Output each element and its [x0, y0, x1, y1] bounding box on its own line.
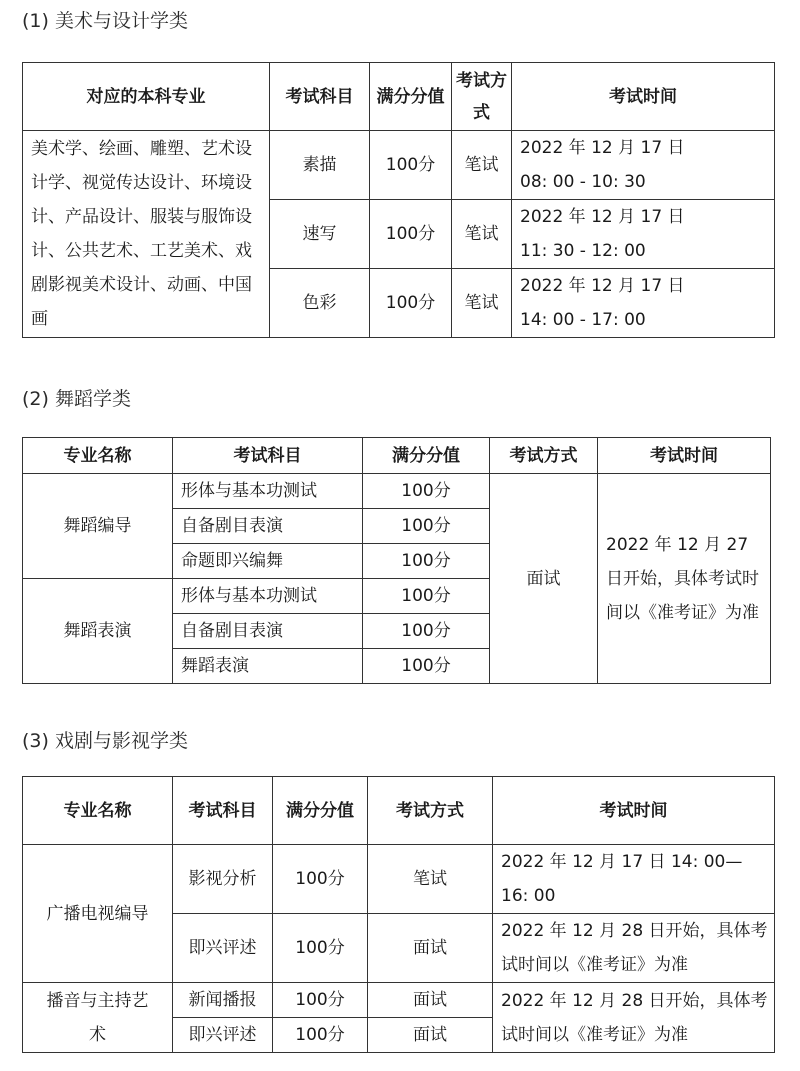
score-cell: 100分	[363, 544, 490, 579]
score-cell: 100分	[363, 649, 490, 684]
method-cell: 面试	[490, 474, 598, 684]
header-method: 考试方式	[368, 777, 493, 845]
subject-cell: 即兴评述	[173, 914, 273, 983]
time-cell: 2022 年 12 月 28 日开始，具体考试时间以《准考证》为准	[493, 983, 775, 1053]
time-cell: 2022 年 12 月 17 日 14: 00—16: 00	[493, 845, 775, 914]
section-3-heading: (3) 戏剧与影视学类	[22, 730, 188, 752]
header-score: 满分分值	[370, 63, 452, 131]
subject-cell: 命题即兴编舞	[173, 544, 363, 579]
subject-cell: 自备剧目表演	[173, 509, 363, 544]
majors-list: 美术学、绘画、雕塑、艺术设计学、视觉传达设计、环境设计、产品设计、服装与服饰设计、公共艺术、工艺美术、戏剧影视美术设计、动画、中国画	[23, 131, 270, 338]
method-cell: 笔试	[452, 269, 512, 338]
major-cell: 舞蹈编导	[23, 474, 173, 579]
subject-cell: 新闻播报	[173, 983, 273, 1018]
header-time: 考试时间	[512, 63, 775, 131]
method-cell: 面试	[368, 914, 493, 983]
header-major: 对应的本科专业	[23, 63, 270, 131]
time-cell: 2022 年 12 月 17 日 11: 30 - 12: 00	[512, 200, 775, 269]
header-subject: 考试科目	[173, 438, 363, 474]
score-cell: 100分	[363, 509, 490, 544]
subject-cell: 舞蹈表演	[173, 649, 363, 684]
header-subject: 考试科目	[173, 777, 273, 845]
score-cell: 100分	[363, 614, 490, 649]
drama-film-exam-table	[22, 776, 775, 1053]
subject-cell: 影视分析	[173, 845, 273, 914]
header-major: 专业名称	[23, 438, 173, 474]
score-cell: 100分	[273, 983, 368, 1018]
header-subject: 考试科目	[270, 63, 370, 131]
subject-cell: 即兴评述	[173, 1018, 273, 1053]
subject-cell: 形体与基本功测试	[173, 579, 363, 614]
art-design-exam-table	[22, 62, 775, 338]
header-score: 满分分值	[363, 438, 490, 474]
time-cell: 2022 年 12 月 28 日开始，具体考试时间以《准考证》为准	[493, 914, 775, 983]
method-cell: 面试	[368, 983, 493, 1018]
method-cell: 笔试	[368, 845, 493, 914]
subject-cell: 自备剧目表演	[173, 614, 363, 649]
header-major: 专业名称	[23, 777, 173, 845]
major-cell: 播音与主持艺术	[23, 983, 173, 1053]
subject-cell: 色彩	[270, 269, 370, 338]
major-cell: 舞蹈表演	[23, 579, 173, 684]
score-cell: 100分	[273, 914, 368, 983]
score-cell: 100分	[273, 845, 368, 914]
header-time: 考试时间	[598, 438, 771, 474]
score-cell: 100分	[363, 474, 490, 509]
header-time: 考试时间	[493, 777, 775, 845]
method-cell: 面试	[368, 1018, 493, 1053]
subject-cell: 速写	[270, 200, 370, 269]
score-cell: 100分	[370, 200, 452, 269]
header-method: 考试方式	[490, 438, 598, 474]
time-cell: 2022 年 12 月 17 日 14: 00 - 17: 00	[512, 269, 775, 338]
header-score: 满分分值	[273, 777, 368, 845]
score-cell: 100分	[370, 269, 452, 338]
subject-cell: 形体与基本功测试	[173, 474, 363, 509]
score-cell: 100分	[363, 579, 490, 614]
method-cell: 笔试	[452, 131, 512, 200]
section-2-heading: (2) 舞蹈学类	[22, 388, 131, 410]
dance-exam-table	[22, 437, 771, 684]
header-method: 考试方式	[452, 63, 512, 131]
time-cell: 2022 年 12 月 17 日 08: 00 - 10: 30	[512, 131, 775, 200]
method-cell: 笔试	[452, 200, 512, 269]
score-cell: 100分	[273, 1018, 368, 1053]
major-cell: 广播电视编导	[23, 845, 173, 983]
subject-cell: 素描	[270, 131, 370, 200]
time-cell: 2022 年 12 月 27 日开始，具体考试时间以《准考证》为准	[598, 474, 771, 684]
score-cell: 100分	[370, 131, 452, 200]
section-1-heading: (1) 美术与设计学类	[22, 10, 188, 32]
